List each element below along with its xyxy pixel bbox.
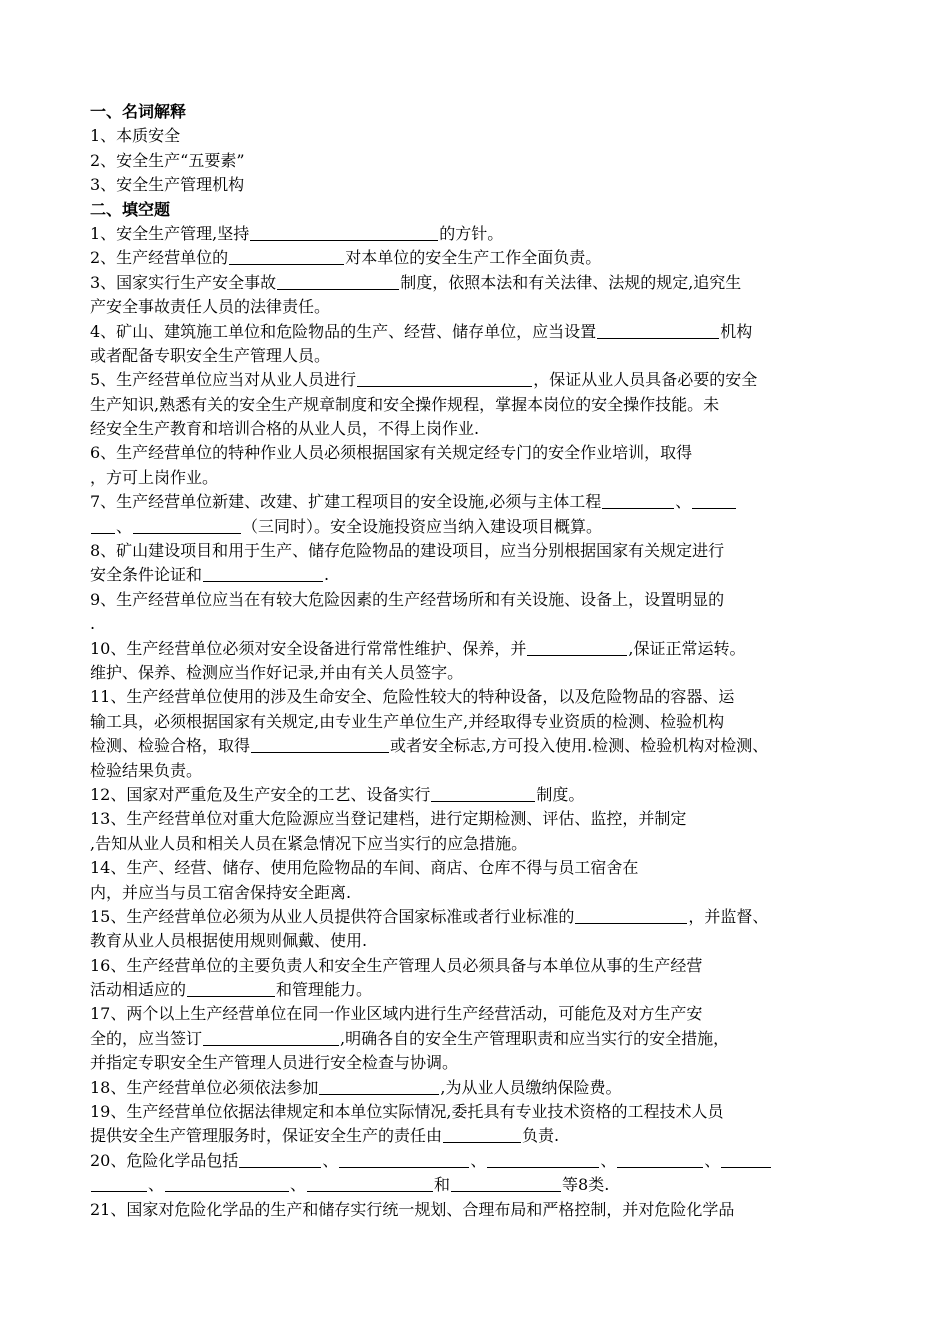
question-9-cont: . <box>90 614 96 634</box>
question-3-cont: 产安全事故责任人员的法律责任。 <box>90 297 331 317</box>
definition-item: 2、安全生产“五要素” <box>90 150 245 170</box>
answer-blank[interactable] <box>527 639 627 656</box>
question-7-cont: 、 （三同时）。安全设施投资应当纳入建设项目概算。 <box>90 515 865 539</box>
question-4: 4、矿山、建筑施工单位和危险物品的生产、经营、储存单位，应当设置 机构 <box>90 321 753 341</box>
question-1: 1、安全生产管理,坚持 的方针。 <box>90 223 504 243</box>
answer-blank[interactable] <box>277 273 399 290</box>
question-17-cont: 并指定专职安全生产管理人员进行安全检查与协调。 <box>90 1053 459 1073</box>
answer-blank[interactable] <box>721 1151 771 1168</box>
answer-blank[interactable] <box>91 1175 147 1192</box>
answer-blank[interactable] <box>451 1175 561 1192</box>
answer-blank[interactable] <box>133 517 241 534</box>
document-page <box>90 100 865 1222</box>
question-6-cont: ，方可上岗作业。 <box>90 467 219 487</box>
definition-item: 1、本质安全 <box>90 126 181 146</box>
answer-blank[interactable] <box>602 492 674 509</box>
answer-blank[interactable] <box>597 322 719 339</box>
question-5-cont: 经安全生产教育和培训合格的从业人员，不得上岗作业. <box>90 419 480 439</box>
section-heading-definitions: 一、名词解释 <box>90 102 187 121</box>
question-6: 6、生产经营单位的特种作业人员必须根据国家有关规定经专门的安全作业培训，取得 <box>90 443 693 463</box>
question-20-cont: 、 、 和 等8类. <box>90 1173 865 1197</box>
answer-blank[interactable] <box>251 736 389 753</box>
definition-item: 3、安全生产管理机构 <box>90 175 245 195</box>
question-14-cont: 内，并应当与员工宿舍保持安全距离. <box>90 882 352 902</box>
question-16-cont: 活动相适应的 和管理能力。 <box>90 980 373 1000</box>
answer-blank[interactable] <box>307 1175 433 1192</box>
answer-blank[interactable] <box>239 1151 321 1168</box>
question-21: 21、国家对危险化学品的生产和储存实行统一规划、合理布局和严格控制，并对危险化学品 <box>90 1199 735 1219</box>
question-14: 14、生产、经营、储存、使用危险物品的车间、商店、仓库不得与员工宿舍在 <box>90 858 639 878</box>
question-12: 12、国家对严重危及生产安全的工艺、设备实行 制度。 <box>90 784 585 804</box>
answer-blank[interactable] <box>91 517 115 534</box>
question-16: 16、生产经营单位的主要负责人和安全生产管理人员必须具备与本单位从事的生产经营 <box>90 955 703 975</box>
answer-blank[interactable] <box>431 785 535 802</box>
question-5: 5、生产经营单位应当对从业人员进行 ，保证从业人员具备必要的安全 <box>90 370 758 390</box>
answer-blank[interactable] <box>443 1126 521 1143</box>
answer-blank[interactable] <box>617 1151 703 1168</box>
question-4-cont: 或者配备专职安全生产管理人员。 <box>90 345 331 365</box>
question-20: 20、危险化学品包括 、 、 、 、 <box>90 1149 865 1173</box>
question-8-cont: 安全条件论证和 . <box>90 565 330 585</box>
answer-blank[interactable] <box>339 1151 469 1168</box>
answer-blank[interactable] <box>250 224 438 241</box>
question-15: 15、生产经营单位必须为从业人员提供符合国家标准或者行业标准的 ，并监督、 <box>90 906 769 926</box>
answer-blank[interactable] <box>487 1151 599 1168</box>
question-19-cont: 提供安全生产管理服务时，保证安全生产的责任由 负责. <box>90 1126 560 1146</box>
question-17: 17、两个以上生产经营单位在同一作业区域内进行生产经营活动，可能危及对方生产安 <box>90 1004 703 1024</box>
question-10: 10、生产经营单位必须对安全设备进行常常性维护、保养，并 ,保证正常运转。 <box>90 638 746 658</box>
question-13-cont: ,告知从业人员和相关人员在紧急情况下应当实行的应急措施。 <box>90 833 528 853</box>
question-18: 18、生产经营单位必须依法参加 ,为从业人员缴纳保险费。 <box>90 1077 622 1097</box>
answer-blank[interactable] <box>692 492 736 509</box>
section-heading-fill-in: 二、填空题 <box>90 199 171 219</box>
answer-blank[interactable] <box>203 565 323 582</box>
question-3: 3、国家实行生产安全事故 制度，依照本法和有关法律、法规的规定,追究生 <box>90 272 742 292</box>
question-7: 7、生产经营单位新建、改建、扩建工程项目的安全设施,必须与主体工程 、 <box>90 490 865 514</box>
question-8: 8、矿山建设项目和用于生产、储存危险物品的建设项目，应当分别根据国家有关规定进行 <box>90 541 725 561</box>
answer-blank[interactable] <box>319 1078 439 1095</box>
answer-blank[interactable] <box>165 1175 289 1192</box>
question-17-cont: 全的，应当签订 ,明确各自的安全生产管理职责和应当实行的安全措施， <box>90 1028 730 1048</box>
question-5-cont: 生产知识,熟悉有关的安全生产规章制度和安全操作规程，掌握本岗位的安全操作技能。未 <box>90 394 720 414</box>
question-11-cont: 检验结果负责。 <box>90 760 203 780</box>
question-15-cont: 教育从业人员根据使用规则佩戴、使用. <box>90 931 368 951</box>
question-9: 9、生产经营单位应当在有较大危险因素的生产经营场所和有关设施、设备上，设置明显的 <box>90 589 725 609</box>
answer-blank[interactable] <box>187 980 275 997</box>
question-13: 13、生产经营单位对重大危险源应当登记建档，进行定期检测、评估、监控，并制定 <box>90 809 687 829</box>
answer-blank[interactable] <box>203 1029 339 1046</box>
question-11-cont: 检测、检验合格，取得 或者安全标志,方可投入使用.检测、检验机构对检测、 <box>90 736 769 756</box>
answer-blank[interactable] <box>357 370 532 387</box>
answer-blank[interactable] <box>229 248 344 265</box>
question-19: 19、生产经营单位依据法律规定和本单位实际情况,委托具有专业技术资格的工程技术人员 <box>90 1102 724 1122</box>
answer-blank[interactable] <box>575 907 687 924</box>
question-10-cont: 维护、保养、检测应当作好记录,并由有关人员签字。 <box>90 662 464 682</box>
question-2: 2、生产经营单位的 对本单位的安全生产工作全面负责。 <box>90 248 602 268</box>
question-11-cont: 输工具，必须根据国家有关规定,由专业生产单位生产,并经取得专业资质的检测、检验机构 <box>90 711 725 731</box>
question-11: 11、生产经营单位使用的涉及生命安全、危险性较大的特种设备，以及危险物品的容器、运 <box>90 687 735 707</box>
